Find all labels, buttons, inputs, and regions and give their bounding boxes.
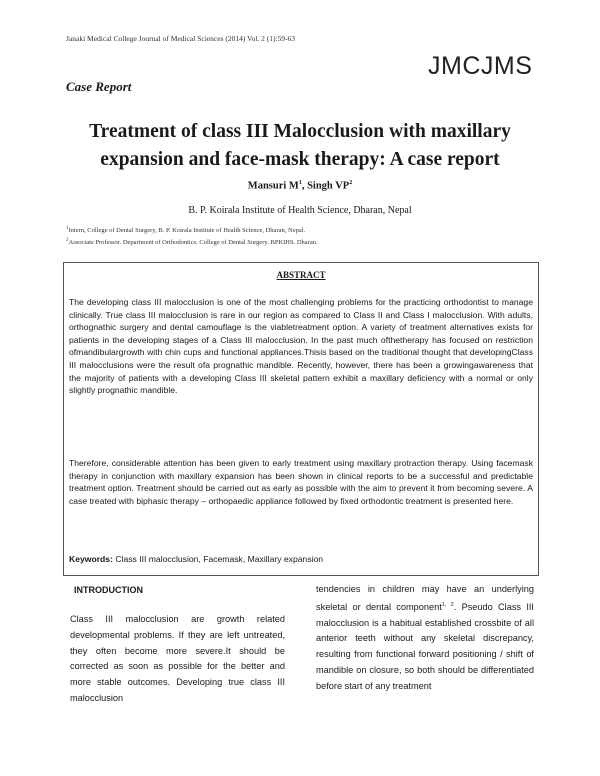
author-1-affiliation: 1: [298, 180, 302, 186]
right-column-text-part-1: tendencies in children may have an underlying skeletal or dental component: [316, 584, 534, 612]
journal-logo: JMCJMS: [428, 52, 533, 80]
keywords-line: [69, 554, 533, 564]
abstract-heading: ABSTRACT: [276, 270, 326, 280]
institution: B. P. Koirala Institute of Health Science, Dharan, Nepal: [188, 205, 412, 216]
keywords-label: Keywords:: [69, 554, 113, 564]
author-1: Mansuri M: [247, 180, 299, 192]
introduction-right-column: [316, 582, 534, 695]
article-title: Treatment of class III Malocclusion with maxillary expansion and face-mask therapy: A case report: [89, 121, 511, 170]
right-column-text-part-2: . Pseudo Class III malocclusion is a habitual established crossbite of all anterior teeth without any skeletal discrepancy, resulting from functional forward positioning / shift of mandible on closure, so both should be differentiated before start of any treatment: [316, 601, 534, 691]
introduction-heading: INTRODUCTION: [74, 585, 143, 595]
journal-citation: Janaki Medical College Journal of Medical Sciences (2014) Vol. 2 (1):59-63: [66, 34, 296, 43]
author-separator: ,: [301, 180, 308, 192]
footnote-affiliation-2: [66, 238, 318, 246]
footnote-2-text: Associate Professor. Department of Orthodontics. College of Dental Surgery. BPKIHS. Dharan.: [68, 239, 318, 247]
author-2: Singh VP: [307, 180, 350, 192]
footnote-1-text: Intern, College of Dental Surgery, B. P. Koirala Institute of Health Science, Dharan, Nepal.: [68, 227, 306, 235]
keywords-list: Class III malocclusion, Facemask, Maxillary expansion: [112, 554, 324, 564]
introduction-left-column: Class III malocclusion are growth related developmental problems. If they are left untreated, they often become more severe.It should be corrected as soon as possible for the better and more stable outcomes. Developing true class III malocclusion: [70, 614, 285, 703]
author-2-affiliation: 2: [349, 180, 353, 186]
author-line: [0, 180, 600, 192]
abstract-paragraph-2: Therefore, considerable attention has been given to early treatment using maxillary protraction therapy. Using facemask therapy in conjunction with maxillary expansion has been shown in clinical reports to be a successful and predictable treatment option. Treatment should be carried out as early as possible with the aim to prevent it from becoming severe. A case treated with biphasic therapy – orthopaedic appliance followed by fixed orthodontic treatment is presented here.: [69, 458, 533, 506]
footnote-2-marker: 2: [66, 238, 69, 243]
abstract-paragraph-1: The developing class III malocclusion is one of the most challenging problems for the practicing orthodontist to manage clinically. True class III malocclusion is rare in our region as compared to Class II and Class I malocclusion. With adults, orthognathic surgery and dental camouflage is the viabletreatment option. A variety of treatment alternatives exists for patients in the developing stages of a Class III malocclusion. In the past much ofthetherapy has focused on restriction ofmandibulargrowth with chin cups and functional appliances.Thisis based on the traditional thought that developingClass III malocclusions were the result ofa prognathic mandible. Recently, however, there has been a growingawareness that the majority of patients with a developing Class III skeletal pattern exhibit a maxillary deficiency with a normal or only slightly prognathic mandible.: [69, 297, 533, 396]
citation-reference: 1, 2: [441, 601, 454, 608]
footnote-1-marker: 1: [66, 226, 69, 231]
article-type-label: Case Report: [66, 79, 132, 94]
footnote-affiliation-1: [66, 226, 305, 234]
